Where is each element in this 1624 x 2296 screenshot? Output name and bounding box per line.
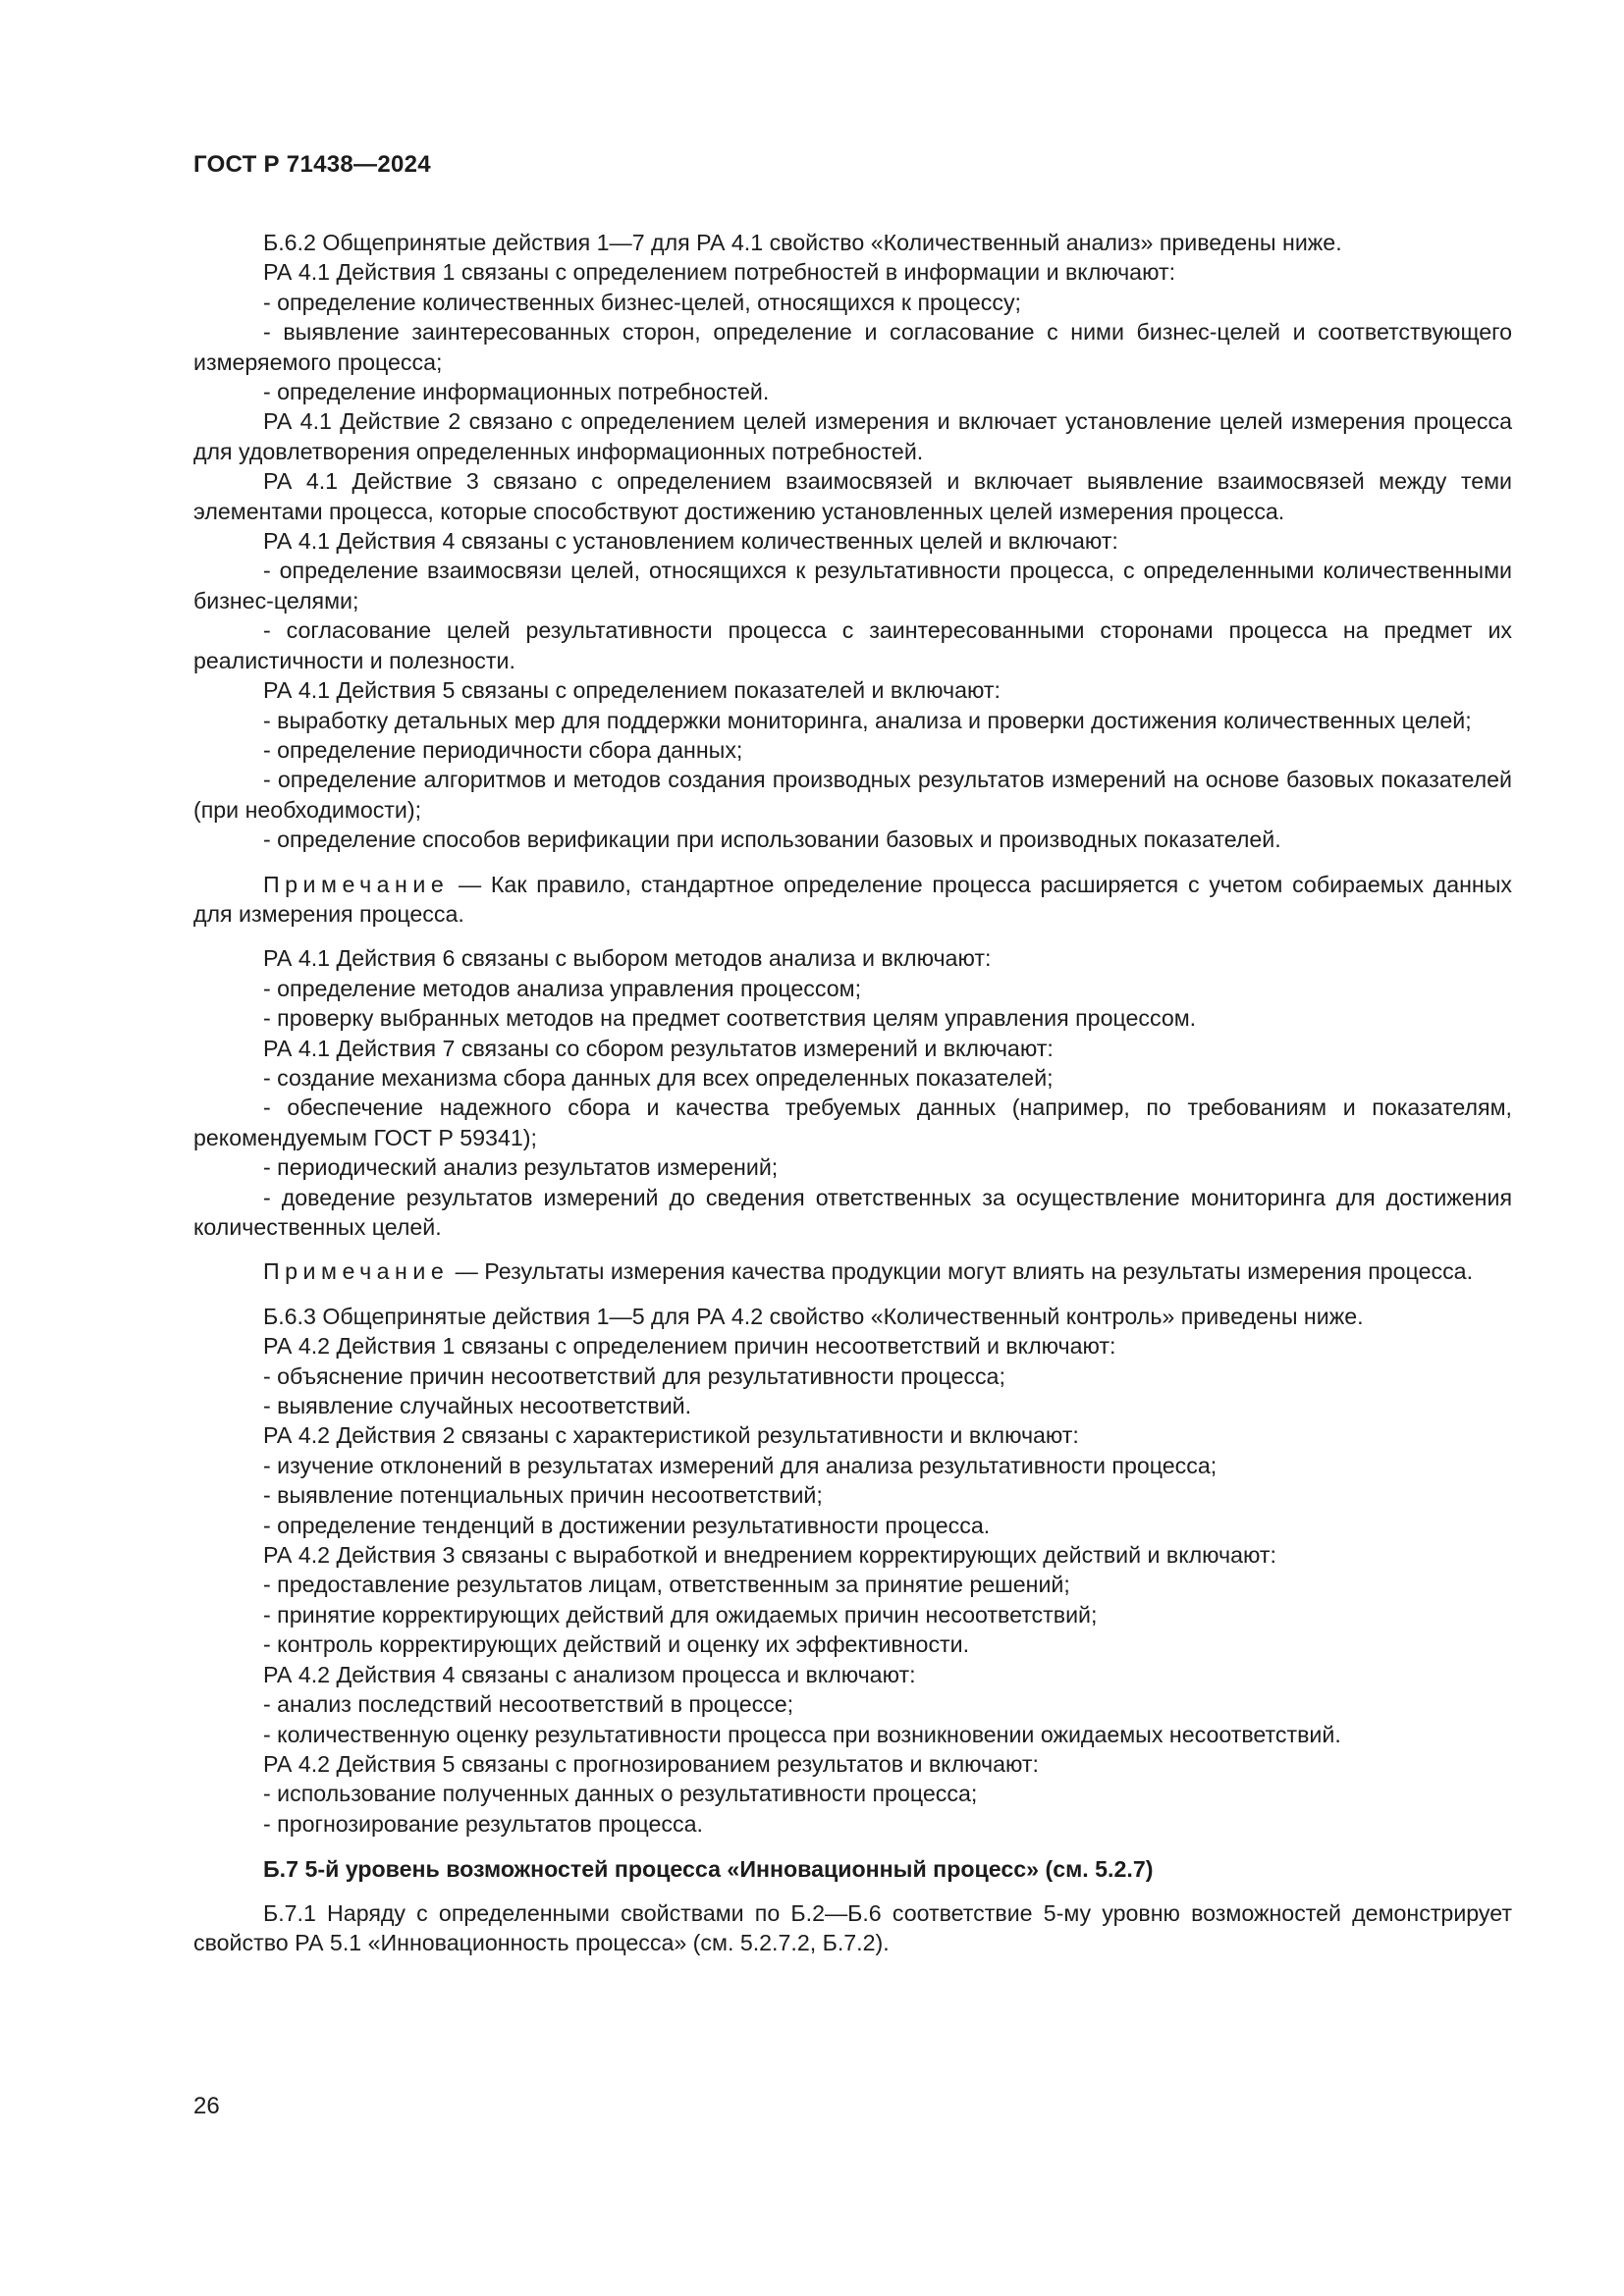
list-item: - создание механизма сбора данных для всех определенных показателей; <box>263 1064 1054 1091</box>
list-item: - использование полученных данных о результативности процесса; <box>263 1781 978 1807</box>
list-item: - выявление потенциальных причин несоответствий; <box>263 1482 823 1509</box>
list-item: - обеспечение надежного сбора и качества требуемых данных (например, по требованиям и показателям, рекомендуемым ГОСТ Р 59341); <box>193 1095 1512 1150</box>
list-item: - анализ последствий несоответствий в процессе; <box>263 1691 794 1718</box>
list-item: - определение способов верификации при использовании базовых и производных показателей. <box>263 827 1281 853</box>
list-item: - определение взаимосвязи целей, относящихся к результативности процесса, с определенными количественными бизнес-целями; <box>193 558 1512 614</box>
list-item: - контроль корректирующих действий и оценку их эффективности. <box>263 1631 970 1658</box>
note-label: Примечание <box>263 871 450 897</box>
list-item: - выявление заинтересованных сторон, определение и согласование с ними бизнес-целей и соответствующего измеряемого процесса; <box>193 319 1512 375</box>
list-item: - периодический анализ результатов измерений; <box>263 1154 779 1181</box>
paragraph: РА 4.1 Действия 6 связаны с выбором методов анализа и включают: <box>263 945 992 972</box>
list-item: - изучение отклонений в результатах измерений для анализа результативности процесса; <box>263 1452 1218 1478</box>
page-number: 26 <box>193 2093 220 2119</box>
note-text: — Как правило, стандартное определение процесса расширяется с учетом собираемых данных для измерения процесса. <box>193 871 1512 927</box>
paragraph: РА 4.1 Действия 1 связаны с определением потребностей в информации и включают: <box>263 259 1176 286</box>
list-item: - объяснение причин несоответствий для результативности процесса; <box>263 1362 1005 1389</box>
list-item: - определение количественных бизнес-целей, относящихся к процессу; <box>263 289 1021 315</box>
list-item: - количественную оценку результативности процесса при возникновении ожидаемых несоответствий. <box>263 1721 1341 1747</box>
list-item: - определение методов анализа управления процессом; <box>263 975 862 1001</box>
paragraph: РА 4.2 Действия 5 связаны с прогнозированием результатов и включают: <box>263 1750 1039 1777</box>
paragraph: РА 4.2 Действия 4 связаны с анализом процесса и включают: <box>263 1661 916 1687</box>
list-item: - прогнозирование результатов процесса. <box>263 1810 703 1837</box>
list-item: - определение тенденций в достижении результативности процесса. <box>263 1512 991 1538</box>
list-item: - выявление случайных несоответствий. <box>263 1393 692 1419</box>
section-heading: Б.7 5-й уровень возможностей процесса «Инновационный процесс» (см. 5.2.7) <box>263 1856 1154 1883</box>
paragraph: РА 4.1 Действие 3 связано с определением взаимосвязей и включает выявление взаимосвязей между теми элементами процесса, которые способствуют достижению установленных целей измерения процесса. <box>193 468 1512 524</box>
list-item: - принятие корректирующих действий для ожидаемых причин несоответствий; <box>263 1601 1098 1628</box>
note-paragraph <box>193 1256 1512 1286</box>
paragraph: РА 4.2 Действия 1 связаны с определением причин несоответствий и включают: <box>263 1333 1116 1360</box>
list-item: - определение периодичности сбора данных; <box>263 736 743 763</box>
list-item: - проверку выбранных методов на предмет соответствия целям управления процессом. <box>263 1005 1197 1032</box>
list-item: - доведение результатов измерений до сведения ответственных за осуществление мониторинга для достижения количественных целей. <box>193 1184 1512 1240</box>
note-text: — Результаты измерения качества продукции могут влиять на результаты измерения процесса. <box>449 1258 1474 1285</box>
paragraph: Б.7.1 Наряду с определенными свойствами по Б.2—Б.6 соответствие 5-му уровню возможностей демонстрирует свойство РА 5.1 «Инновационность процесса» (см. 5.2.7.2, Б.7.2). <box>193 1899 1512 1955</box>
document-header: ГОСТ Р 71438—2024 <box>193 151 431 178</box>
paragraph: Б.6.2 Общепринятые действия 1—7 для РА 4.1 свойство «Количественный анализ» приведены ниже. <box>263 230 1342 255</box>
list-item: - определение алгоритмов и методов создания производных результатов измерений на основе базовых показателей (при необходимости); <box>193 767 1512 823</box>
paragraph: РА 4.1 Действия 4 связаны с установлением количественных целей и включают: <box>263 528 1118 555</box>
paragraph: РА 4.1 Действия 7 связаны со сбором результатов измерений и включают: <box>263 1035 1054 1061</box>
paragraph: Б.6.3 Общепринятые действия 1—5 для РА 4.2 свойство «Количественный контроль» приведены ниже. <box>263 1303 1364 1329</box>
paragraph: РА 4.1 Действие 2 связано с определением целей измерения и включает установление целей измерения процесса для удовлетворения определенных информационных потребностей. <box>193 408 1512 464</box>
document-body <box>193 228 1512 1957</box>
list-item: - определение информационных потребностей. <box>263 379 770 405</box>
paragraph: РА 4.1 Действия 5 связаны с определением показателей и включают: <box>263 677 1001 704</box>
note-paragraph <box>193 870 1512 930</box>
note-label: Примечание <box>263 1258 450 1285</box>
list-item: - предоставление результатов лицам, ответственным за принятие решений; <box>263 1572 1070 1598</box>
paragraph: РА 4.2 Действия 3 связаны с выработкой и внедрением корректирующих действий и включают: <box>263 1542 1276 1569</box>
list-item: - выработку детальных мер для поддержки мониторинга, анализа и проверки достижения количественных целей; <box>263 707 1472 733</box>
paragraph: РА 4.2 Действия 2 связаны с характеристикой результативности и включают: <box>263 1422 1079 1449</box>
list-item: - согласование целей результативности процесса с заинтересованными сторонами процесса на предмет их реалистичности и полезности. <box>193 617 1512 673</box>
